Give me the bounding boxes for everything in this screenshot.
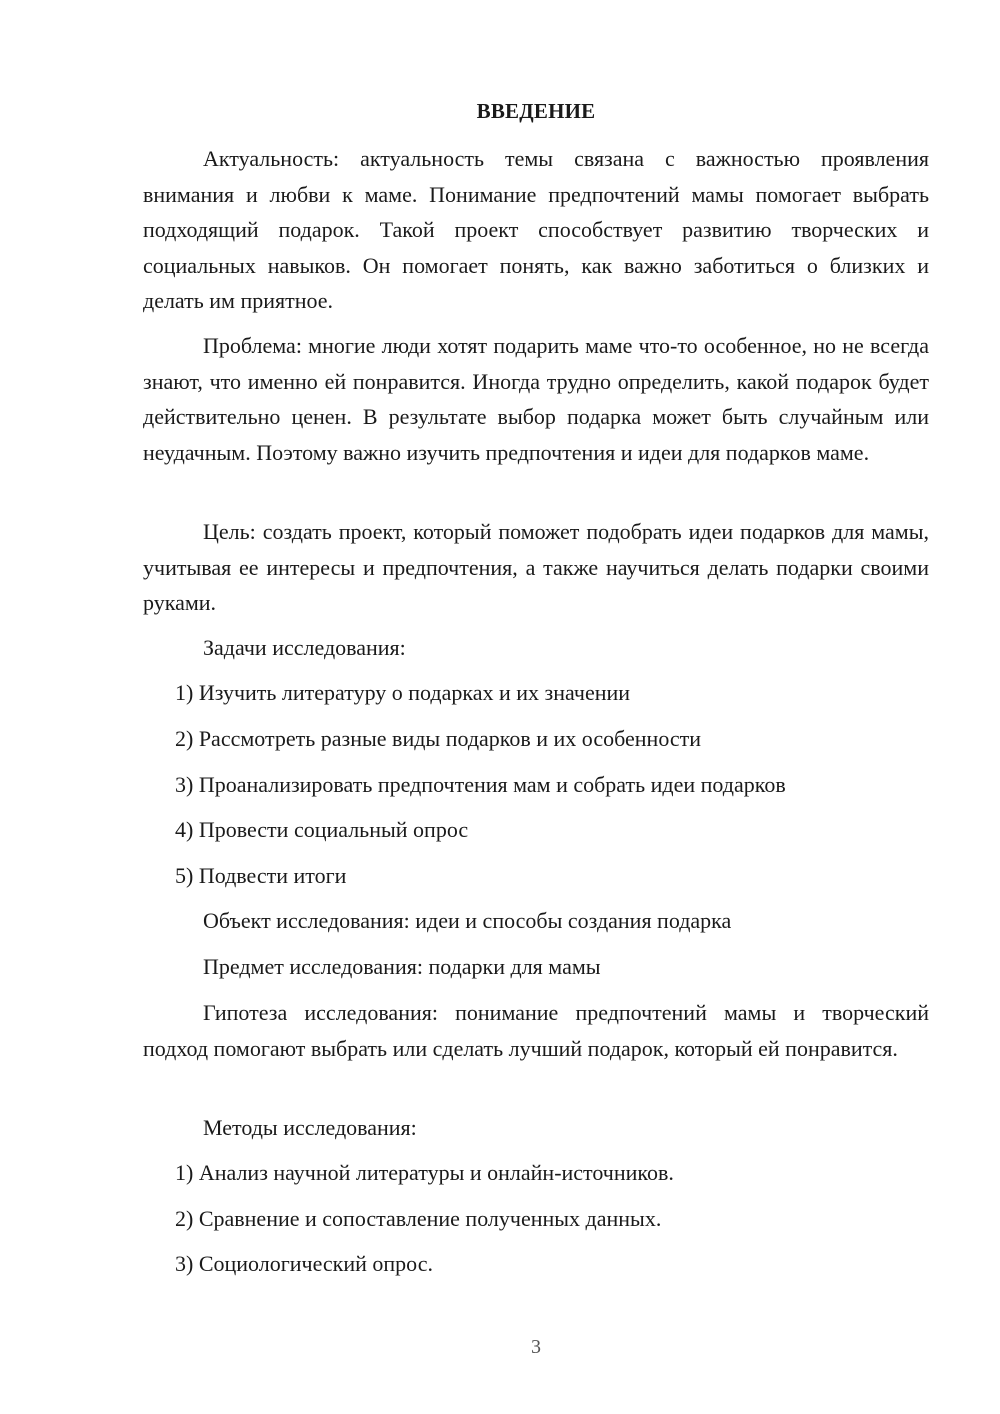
page-number: 3 — [531, 1336, 541, 1358]
page-title: ВВЕДЕНИЕ — [476, 99, 596, 123]
list-item: 1) Изучить литературу о подарках и их значении — [175, 680, 631, 705]
list-item: 3) Проанализировать предпочтения мам и собрать идеи подарков — [175, 772, 786, 797]
goal-paragraph: Цель: создать проект, который поможет подобрать идеи подарков для мамы, учитывая ее интересы и предпочтения, а также научиться делать подарки своими руками. — [143, 519, 929, 615]
list-item: 2) Сравнение и сопоставление полученных данных. — [175, 1206, 662, 1231]
relevance-paragraph: Актуальность: актуальность темы связана с важностью проявления внимания и любви к маме. Понимание предпочтений мамы помогает выбрать подходящий подарок. Такой проект способствует развитию творческих и социальных навыков. Он помогает понять, как важно заботиться о близких и делать им приятное. — [143, 146, 929, 313]
methods-heading: Методы исследования: — [203, 1115, 417, 1140]
subject-line: Предмет исследования: подарки для мамы — [203, 954, 601, 979]
problem-paragraph: Проблема: многие люди хотят подарить маме что-то особенное, но не всегда знают, что именно ей понравится. Иногда трудно определить, какой подарок будет действительно ценен. В результате выбор подарка может быть случайным или неудачным. Поэтому важно изучить предпочтения и идеи для подарков маме. — [143, 333, 929, 465]
tasks-heading: Задачи исследования: — [203, 635, 406, 660]
hypothesis-paragraph: Гипотеза исследования: понимание предпочтений мамы и творческий подход помогают выбрать или сделать лучший подарок, который ей понравится. — [143, 1000, 929, 1061]
list-item: 1) Анализ научной литературы и онлайн-источников. — [175, 1160, 674, 1185]
list-item: 2) Рассмотреть разные виды подарков и их особенности — [175, 726, 702, 751]
list-item: 5) Подвести итоги — [175, 863, 347, 888]
list-item: 4) Провести социальный опрос — [175, 817, 469, 842]
list-item: 3) Социологический опрос. — [175, 1251, 433, 1276]
object-line: Объект исследования: идеи и способы создания подарка — [203, 908, 732, 933]
